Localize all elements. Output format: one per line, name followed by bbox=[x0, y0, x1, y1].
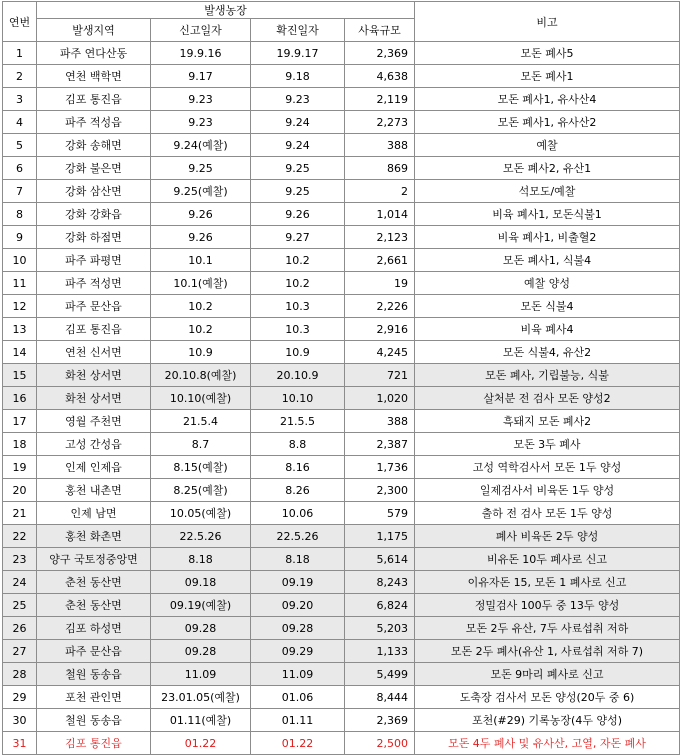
cell-report-date: 10.1(예찰) bbox=[151, 272, 251, 295]
cell-confirm-date: 01.22 bbox=[251, 732, 345, 755]
cell-no: 8 bbox=[3, 203, 37, 226]
cell-scale: 721 bbox=[345, 364, 415, 387]
cell-confirm-date: 11.09 bbox=[251, 663, 345, 686]
cell-region: 철원 동송읍 bbox=[37, 663, 151, 686]
cell-report-date: 01.22 bbox=[151, 732, 251, 755]
cell-scale: 2,387 bbox=[345, 433, 415, 456]
cell-no: 29 bbox=[3, 686, 37, 709]
cell-no: 1 bbox=[3, 42, 37, 65]
cell-confirm-date: 8.16 bbox=[251, 456, 345, 479]
cell-no: 6 bbox=[3, 157, 37, 180]
table-row bbox=[3, 111, 680, 134]
cell-region: 강화 하점면 bbox=[37, 226, 151, 249]
cell-no: 30 bbox=[3, 709, 37, 732]
cell-scale: 5,499 bbox=[345, 663, 415, 686]
cell-region: 김포 통진읍 bbox=[37, 318, 151, 341]
table-row bbox=[3, 709, 680, 732]
cell-report-date: 23.01.05(예찰) bbox=[151, 686, 251, 709]
cell-confirm-date: 09.19 bbox=[251, 571, 345, 594]
cell-no: 2 bbox=[3, 65, 37, 88]
cell-report-date: 10.2 bbox=[151, 318, 251, 341]
cell-note: 일제검사서 비육돈 1두 양성 bbox=[415, 479, 680, 502]
cell-scale: 1,736 bbox=[345, 456, 415, 479]
cell-confirm-date: 10.3 bbox=[251, 295, 345, 318]
cell-confirm-date: 21.5.5 bbox=[251, 410, 345, 433]
cell-note: 포천(#29) 기록농장(4두 양성) bbox=[415, 709, 680, 732]
cell-note: 모돈 4두 폐사 및 유사산, 고열, 자돈 폐사 bbox=[415, 732, 680, 755]
table-row bbox=[3, 65, 680, 88]
cell-region: 춘천 동산면 bbox=[37, 594, 151, 617]
cell-region: 연천 백학면 bbox=[37, 65, 151, 88]
cell-no: 23 bbox=[3, 548, 37, 571]
cell-confirm-date: 9.25 bbox=[251, 180, 345, 203]
cell-region: 고성 간성읍 bbox=[37, 433, 151, 456]
table-row bbox=[3, 617, 680, 640]
table-row bbox=[3, 502, 680, 525]
cell-confirm-date: 09.28 bbox=[251, 617, 345, 640]
cell-report-date: 20.10.8(예찰) bbox=[151, 364, 251, 387]
cell-report-date: 8.15(예찰) bbox=[151, 456, 251, 479]
cell-confirm-date: 8.26 bbox=[251, 479, 345, 502]
table-row bbox=[3, 157, 680, 180]
cell-scale: 2,300 bbox=[345, 479, 415, 502]
header-confirm-date: 확진일자 bbox=[251, 19, 345, 42]
cell-no: 26 bbox=[3, 617, 37, 640]
cell-confirm-date: 10.06 bbox=[251, 502, 345, 525]
cell-scale: 19 bbox=[345, 272, 415, 295]
cell-scale: 579 bbox=[345, 502, 415, 525]
cell-region: 파주 연다산동 bbox=[37, 42, 151, 65]
cell-scale: 6,824 bbox=[345, 594, 415, 617]
cell-scale: 2,661 bbox=[345, 249, 415, 272]
table-row bbox=[3, 640, 680, 663]
table-row bbox=[3, 479, 680, 502]
cell-note: 모돈 9마리 폐사로 신고 bbox=[415, 663, 680, 686]
cell-note: 모돈 식불4, 유산2 bbox=[415, 341, 680, 364]
cell-note: 살처분 전 검사 모돈 양성2 bbox=[415, 387, 680, 410]
cell-no: 16 bbox=[3, 387, 37, 410]
cell-no: 21 bbox=[3, 502, 37, 525]
cell-confirm-date: 01.06 bbox=[251, 686, 345, 709]
cell-region: 홍천 화촌면 bbox=[37, 525, 151, 548]
cell-report-date: 11.09 bbox=[151, 663, 251, 686]
table-row bbox=[3, 180, 680, 203]
cell-note: 모돈 폐사1, 유사산4 bbox=[415, 88, 680, 111]
cell-scale: 2,273 bbox=[345, 111, 415, 134]
cell-note: 비유돈 10두 폐사로 신고 bbox=[415, 548, 680, 571]
cell-report-date: 09.19(예찰) bbox=[151, 594, 251, 617]
cell-report-date: 9.26 bbox=[151, 203, 251, 226]
table-row bbox=[3, 364, 680, 387]
cell-report-date: 01.11(예찰) bbox=[151, 709, 251, 732]
cell-no: 31 bbox=[3, 732, 37, 755]
cell-note: 모돈 폐사1 bbox=[415, 65, 680, 88]
cell-scale: 2,369 bbox=[345, 709, 415, 732]
cell-note: 예찰 bbox=[415, 134, 680, 157]
cell-no: 14 bbox=[3, 341, 37, 364]
cell-confirm-date: 09.29 bbox=[251, 640, 345, 663]
cell-note: 비육 폐사4 bbox=[415, 318, 680, 341]
cell-region: 화천 상서면 bbox=[37, 387, 151, 410]
header-region: 발생지역 bbox=[37, 19, 151, 42]
outbreak-table bbox=[2, 1, 680, 755]
header-no: 연번 bbox=[3, 2, 37, 42]
cell-confirm-date: 9.18 bbox=[251, 65, 345, 88]
cell-region: 춘천 동산면 bbox=[37, 571, 151, 594]
table-row bbox=[3, 456, 680, 479]
table-row bbox=[3, 387, 680, 410]
cell-note: 모돈 3두 폐사 bbox=[415, 433, 680, 456]
cell-report-date: 8.7 bbox=[151, 433, 251, 456]
cell-region: 연천 신서면 bbox=[37, 341, 151, 364]
cell-region: 강화 불은면 bbox=[37, 157, 151, 180]
cell-report-date: 21.5.4 bbox=[151, 410, 251, 433]
cell-no: 10 bbox=[3, 249, 37, 272]
cell-confirm-date: 10.10 bbox=[251, 387, 345, 410]
cell-region: 파주 적성읍 bbox=[37, 111, 151, 134]
table-row bbox=[3, 318, 680, 341]
table-row bbox=[3, 226, 680, 249]
cell-no: 22 bbox=[3, 525, 37, 548]
cell-no: 17 bbox=[3, 410, 37, 433]
cell-scale: 1,175 bbox=[345, 525, 415, 548]
cell-report-date: 10.2 bbox=[151, 295, 251, 318]
cell-scale: 2,123 bbox=[345, 226, 415, 249]
table-row bbox=[3, 88, 680, 111]
cell-scale: 2,119 bbox=[345, 88, 415, 111]
cell-report-date: 9.24(예찰) bbox=[151, 134, 251, 157]
cell-note: 흑돼지 모돈 폐사2 bbox=[415, 410, 680, 433]
cell-note: 정밀검사 100두 중 13두 양성 bbox=[415, 594, 680, 617]
cell-report-date: 8.18 bbox=[151, 548, 251, 571]
cell-scale: 2 bbox=[345, 180, 415, 203]
table-row bbox=[3, 295, 680, 318]
cell-report-date: 8.25(예찰) bbox=[151, 479, 251, 502]
cell-no: 18 bbox=[3, 433, 37, 456]
cell-note: 모돈 폐사, 기립불능, 식불 bbox=[415, 364, 680, 387]
table-row bbox=[3, 249, 680, 272]
cell-region: 김포 하성면 bbox=[37, 617, 151, 640]
cell-region: 파주 적성면 bbox=[37, 272, 151, 295]
cell-scale: 5,203 bbox=[345, 617, 415, 640]
cell-note: 비육 폐사1, 모돈식불1 bbox=[415, 203, 680, 226]
table-row bbox=[3, 686, 680, 709]
header-note: 비고 bbox=[415, 2, 680, 42]
table-row bbox=[3, 272, 680, 295]
cell-no: 19 bbox=[3, 456, 37, 479]
cell-no: 7 bbox=[3, 180, 37, 203]
cell-scale: 388 bbox=[345, 134, 415, 157]
cell-confirm-date: 9.26 bbox=[251, 203, 345, 226]
cell-report-date: 22.5.26 bbox=[151, 525, 251, 548]
cell-no: 5 bbox=[3, 134, 37, 157]
cell-scale: 2,916 bbox=[345, 318, 415, 341]
cell-confirm-date: 09.20 bbox=[251, 594, 345, 617]
cell-region: 영월 주천면 bbox=[37, 410, 151, 433]
cell-confirm-date: 9.25 bbox=[251, 157, 345, 180]
header-scale: 사육규모 bbox=[345, 19, 415, 42]
cell-scale: 8,444 bbox=[345, 686, 415, 709]
table-row bbox=[3, 433, 680, 456]
cell-confirm-date: 20.10.9 bbox=[251, 364, 345, 387]
cell-region: 철원 동송읍 bbox=[37, 709, 151, 732]
cell-note: 고성 역학검사서 모돈 1두 양성 bbox=[415, 456, 680, 479]
cell-region: 인제 인제읍 bbox=[37, 456, 151, 479]
cell-report-date: 19.9.16 bbox=[151, 42, 251, 65]
cell-no: 20 bbox=[3, 479, 37, 502]
cell-note: 모돈 폐사1, 유사산2 bbox=[415, 111, 680, 134]
cell-scale: 5,614 bbox=[345, 548, 415, 571]
cell-no: 28 bbox=[3, 663, 37, 686]
cell-confirm-date: 10.9 bbox=[251, 341, 345, 364]
cell-no: 3 bbox=[3, 88, 37, 111]
cell-region: 강화 강화읍 bbox=[37, 203, 151, 226]
cell-confirm-date: 8.18 bbox=[251, 548, 345, 571]
cell-note: 출하 전 검사 모돈 1두 양성 bbox=[415, 502, 680, 525]
cell-scale: 8,243 bbox=[345, 571, 415, 594]
cell-no: 11 bbox=[3, 272, 37, 295]
table-row bbox=[3, 571, 680, 594]
cell-region: 강화 송해면 bbox=[37, 134, 151, 157]
table-row bbox=[3, 341, 680, 364]
table-row bbox=[3, 594, 680, 617]
cell-no: 4 bbox=[3, 111, 37, 134]
cell-note: 도축장 검사서 모돈 양성(20두 중 6) bbox=[415, 686, 680, 709]
table-row bbox=[3, 548, 680, 571]
cell-no: 9 bbox=[3, 226, 37, 249]
cell-no: 12 bbox=[3, 295, 37, 318]
table-row bbox=[3, 732, 680, 755]
cell-report-date: 10.1 bbox=[151, 249, 251, 272]
cell-scale: 2,226 bbox=[345, 295, 415, 318]
table-row bbox=[3, 134, 680, 157]
cell-region: 포천 관인면 bbox=[37, 686, 151, 709]
cell-no: 27 bbox=[3, 640, 37, 663]
cell-scale: 4,638 bbox=[345, 65, 415, 88]
header-report-date: 신고일자 bbox=[151, 19, 251, 42]
table-row bbox=[3, 410, 680, 433]
cell-region: 김포 통진읍 bbox=[37, 732, 151, 755]
cell-confirm-date: 10.2 bbox=[251, 272, 345, 295]
cell-region: 홍천 내촌면 bbox=[37, 479, 151, 502]
cell-scale: 869 bbox=[345, 157, 415, 180]
cell-region: 파주 문산읍 bbox=[37, 640, 151, 663]
cell-report-date: 10.05(예찰) bbox=[151, 502, 251, 525]
cell-note: 모돈 폐사2, 유산1 bbox=[415, 157, 680, 180]
header-group: 발생농장 bbox=[37, 2, 415, 19]
cell-scale: 1,020 bbox=[345, 387, 415, 410]
cell-region: 양구 국토정중앙면 bbox=[37, 548, 151, 571]
cell-note: 석모도/예찰 bbox=[415, 180, 680, 203]
cell-note: 예찰 양성 bbox=[415, 272, 680, 295]
cell-note: 모돈 2두 유산, 7두 사료섭취 저하 bbox=[415, 617, 680, 640]
cell-report-date: 10.9 bbox=[151, 341, 251, 364]
table-body bbox=[3, 42, 680, 755]
cell-note: 폐사 비육돈 2두 양성 bbox=[415, 525, 680, 548]
cell-note: 비육 폐사1, 비출혈2 bbox=[415, 226, 680, 249]
cell-confirm-date: 9.23 bbox=[251, 88, 345, 111]
table-row bbox=[3, 42, 680, 65]
cell-report-date: 10.10(예찰) bbox=[151, 387, 251, 410]
cell-scale: 1,014 bbox=[345, 203, 415, 226]
cell-region: 파주 문산읍 bbox=[37, 295, 151, 318]
cell-report-date: 9.25 bbox=[151, 157, 251, 180]
cell-confirm-date: 10.3 bbox=[251, 318, 345, 341]
cell-report-date: 09.28 bbox=[151, 617, 251, 640]
cell-confirm-date: 22.5.26 bbox=[251, 525, 345, 548]
cell-confirm-date: 9.24 bbox=[251, 134, 345, 157]
cell-scale: 1,133 bbox=[345, 640, 415, 663]
cell-confirm-date: 9.27 bbox=[251, 226, 345, 249]
cell-confirm-date: 9.24 bbox=[251, 111, 345, 134]
cell-report-date: 9.23 bbox=[151, 111, 251, 134]
cell-scale: 4,245 bbox=[345, 341, 415, 364]
cell-region: 인제 남면 bbox=[37, 502, 151, 525]
cell-report-date: 9.23 bbox=[151, 88, 251, 111]
table-row bbox=[3, 203, 680, 226]
cell-no: 24 bbox=[3, 571, 37, 594]
cell-region: 김포 통진읍 bbox=[37, 88, 151, 111]
cell-scale: 2,369 bbox=[345, 42, 415, 65]
cell-note: 모돈 2두 폐사(유산 1, 사료섭취 저하 7) bbox=[415, 640, 680, 663]
cell-note: 모돈 폐사1, 식불4 bbox=[415, 249, 680, 272]
cell-report-date: 09.18 bbox=[151, 571, 251, 594]
cell-scale: 2,500 bbox=[345, 732, 415, 755]
cell-no: 15 bbox=[3, 364, 37, 387]
cell-region: 파주 파평면 bbox=[37, 249, 151, 272]
cell-scale: 388 bbox=[345, 410, 415, 433]
cell-no: 13 bbox=[3, 318, 37, 341]
cell-note: 모돈 폐사5 bbox=[415, 42, 680, 65]
table-row bbox=[3, 525, 680, 548]
cell-no: 25 bbox=[3, 594, 37, 617]
cell-note: 이유자돈 15, 모돈 1 폐사로 신고 bbox=[415, 571, 680, 594]
cell-report-date: 9.25(예찰) bbox=[151, 180, 251, 203]
cell-note: 모돈 식불4 bbox=[415, 295, 680, 318]
cell-confirm-date: 10.2 bbox=[251, 249, 345, 272]
cell-region: 화천 상서면 bbox=[37, 364, 151, 387]
cell-report-date: 09.28 bbox=[151, 640, 251, 663]
cell-confirm-date: 19.9.17 bbox=[251, 42, 345, 65]
cell-report-date: 9.26 bbox=[151, 226, 251, 249]
cell-confirm-date: 8.8 bbox=[251, 433, 345, 456]
cell-region: 강화 삼산면 bbox=[37, 180, 151, 203]
cell-confirm-date: 01.11 bbox=[251, 709, 345, 732]
table-row bbox=[3, 663, 680, 686]
cell-report-date: 9.17 bbox=[151, 65, 251, 88]
